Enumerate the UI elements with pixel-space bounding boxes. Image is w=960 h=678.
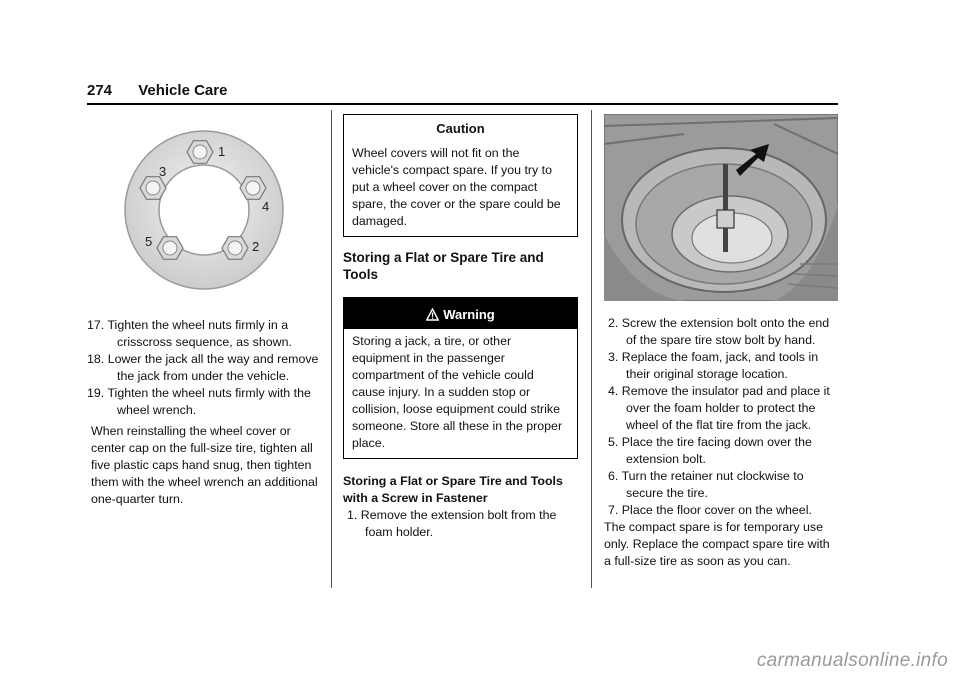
middle-column — [343, 114, 578, 541]
compact-spare-note: The compact spare is for temporary use only. Replace the compact spare tire with a full-size tire as soon as you can. — [604, 520, 830, 568]
caution-title: Caution — [436, 121, 485, 136]
step-3: 3. Replace the foam, jack, and tools in their original storage location. — [608, 350, 819, 381]
lug-nut-2 — [222, 237, 248, 260]
step-7: 7. Place the floor cover on the wheel. — [608, 503, 812, 517]
caution-box — [343, 114, 578, 237]
screw-fastener-subheading: Storing a Flat or Spare Tire and Tools with a Screw in Fastener — [343, 474, 563, 505]
lug-nut-3 — [140, 177, 166, 200]
nut-label-1: 1 — [218, 144, 226, 159]
step-6: 6. Turn the retainer nut clockwise to secure the tire. — [608, 469, 804, 500]
warning-header — [344, 298, 577, 329]
lug-nut-5 — [157, 237, 183, 260]
page-number: 274 — [87, 82, 113, 99]
storing-heading: Storing a Flat or Spare Tire and Tools — [343, 250, 544, 282]
step-2: 2. Screw the extension bolt onto the end of the spare tire stow bolt by hand. — [608, 316, 830, 347]
caution-text: Wheel covers will not fit on the vehicle's compact spare. If you try to put a wheel cover on the compact spare, the cover or the spare could be damaged. — [352, 146, 561, 228]
nut-label-4: 4 — [262, 199, 270, 214]
step-5: 5. Place the tire facing down over the extension bolt. — [608, 435, 812, 466]
extension-bolt — [723, 164, 728, 252]
warning-box — [343, 297, 578, 459]
step-18: 18. Lower the jack all the way and remove the jack from under the vehicle. — [87, 352, 319, 383]
column-divider-1 — [331, 110, 332, 588]
section-title: Vehicle Care — [138, 82, 228, 99]
warning-icon — [426, 308, 439, 321]
spare-tire-well-illustration — [604, 114, 838, 301]
header-rule — [87, 103, 838, 105]
warning-title: Warning — [443, 307, 495, 322]
watermark: carmanualsonline.info — [756, 650, 948, 671]
step-1: 1. Remove the extension bolt from the foam holder. — [347, 508, 557, 539]
lug-nut-1 — [187, 141, 213, 164]
nut-label-5: 5 — [145, 234, 153, 249]
page-header — [87, 82, 227, 99]
column-divider-2 — [591, 110, 592, 588]
warning-text: Storing a jack, a tire, or other equipment in the passenger compartment of the vehicle could cause injury. In a sudden stop or collision, loose equipment could strike someone. Store all these in the proper place. — [352, 334, 563, 450]
step-19: 19. Tighten the wheel nuts firmly with the wheel wrench. — [87, 386, 311, 417]
nut-label-3: 3 — [159, 164, 167, 179]
right-column — [604, 114, 838, 570]
reinstall-note: When reinstalling the wheel cover or center cap on the full-size tire, tighten all five plastic caps hand snug, then tighten them with the wheel wrench an additional one-quarter turn. — [91, 424, 318, 506]
wheel-nut-sequence-diagram — [87, 130, 319, 290]
left-column — [87, 130, 319, 508]
nut-label-2: 2 — [252, 239, 260, 254]
step-4: 4. Remove the insulator pad and place it over the foam holder to protect the wheel of the flat tire from the jack. — [608, 384, 830, 432]
lug-nut-4 — [240, 177, 266, 200]
step-17: 17. Tighten the wheel nuts firmly in a crisscross sequence, as shown. — [87, 318, 292, 349]
